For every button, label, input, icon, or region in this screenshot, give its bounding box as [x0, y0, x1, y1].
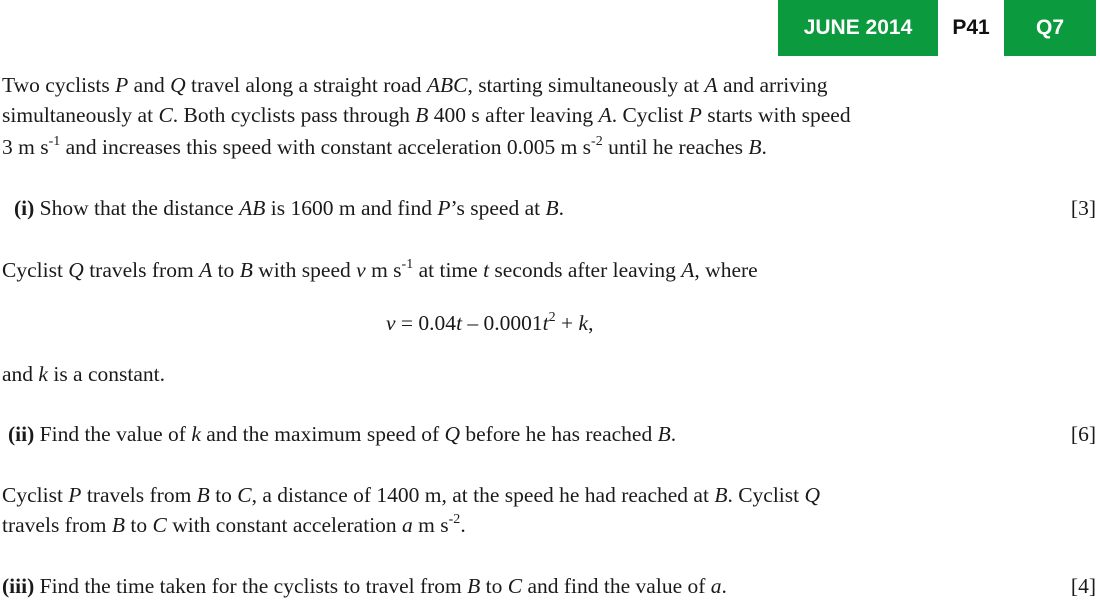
- question-number: Q7: [1004, 0, 1096, 56]
- k-constant-line: and k is a constant.: [2, 362, 166, 386]
- bc-intro-line-1: Cyclist P travels from B to C, a distance of 1400 m, at the speed he had reached at B. Cyclist Q: [2, 483, 821, 507]
- session-label: JUNE 2014: [778, 0, 938, 56]
- marks-iii: [4]: [1070, 574, 1096, 598]
- intro-line-1: Two cyclists P and Q travel along a straight road ABC, starting simultaneously at A and arriving: [2, 73, 828, 97]
- intro-line-2: simultaneously at C. Both cyclists pass through B 400 s after leaving A. Cyclist P starts with speed: [2, 103, 851, 127]
- paper-label: P41: [938, 2, 1004, 54]
- question-badge: [778, 0, 1096, 56]
- velocity-equation: $v = 0.04t - 0.0001t^2 + k$,: [386, 310, 594, 335]
- intro-line-3: 3 m $s^{-1}$ and increases this speed with constant acceleration 0.005 m $s^{-2}$ until he reaches B.: [2, 134, 767, 159]
- marks-i: [3]: [1070, 196, 1096, 220]
- marks-ii: [6]: [1070, 422, 1096, 446]
- part-i: (i) Show that the distance AB is 1600 m and find P’s speed at B.: [14, 196, 564, 220]
- part-ii: (ii) Find the value of k and the maximum speed of Q before he has reached B.: [8, 422, 677, 446]
- q-intro-line: Cyclist Q travels from A to B with speed v m $s^{-1}$ at time t seconds after leaving A, where: [2, 257, 758, 282]
- part-iii: (iii) Find the time taken for the cyclists to travel from B to C and find the value of a.: [2, 574, 727, 598]
- bc-intro-line-2: travels from B to C with constant acceleration a m $s^{-2}$.: [2, 512, 466, 537]
